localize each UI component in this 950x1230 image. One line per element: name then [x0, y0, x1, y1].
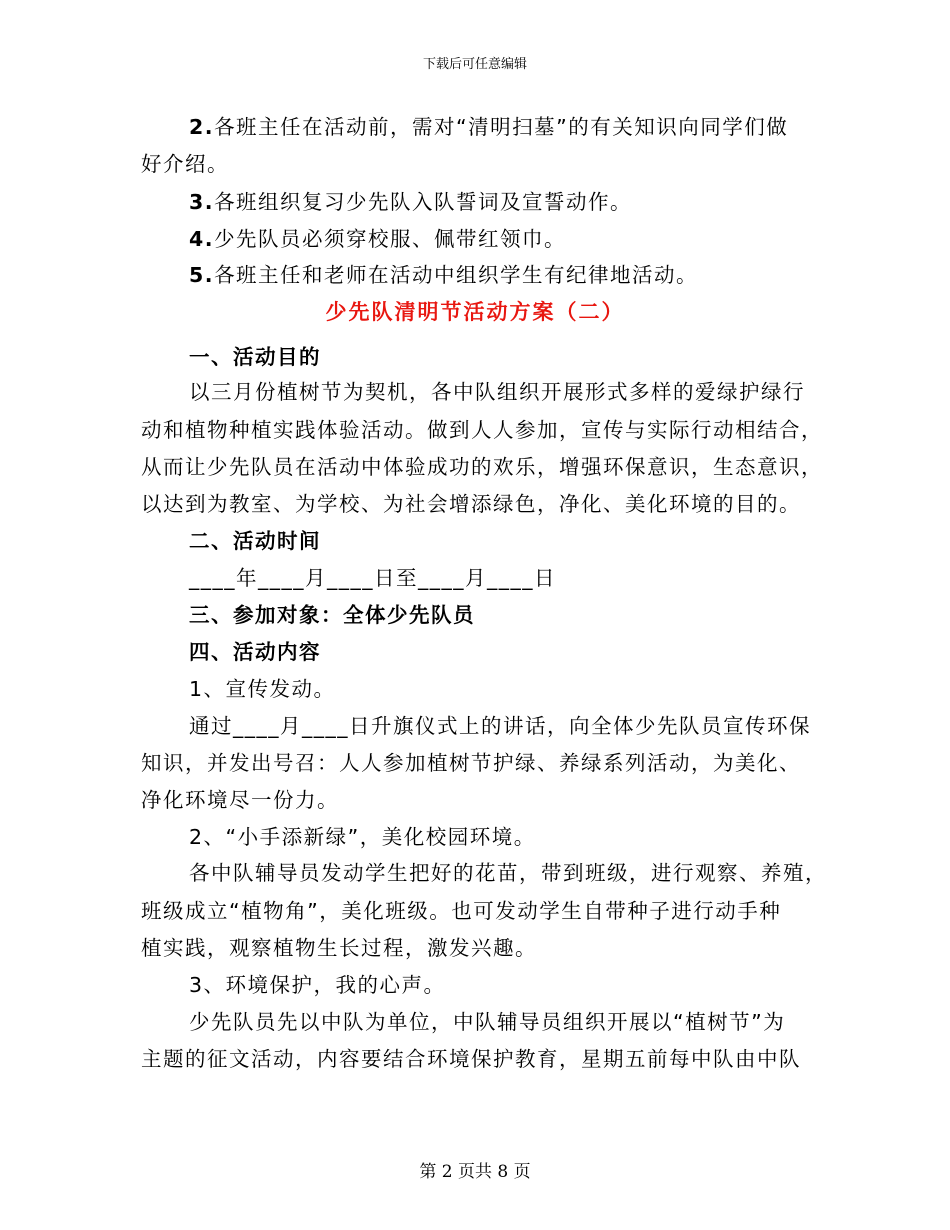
paragraph-line: 通过____月____日升旗仪式上的讲话，向全体少先队员宣传环保 [189, 714, 811, 738]
list-number: 5. [189, 263, 215, 287]
item-title: 2、“小手添新绿”，美化校园环境。 [189, 825, 536, 849]
item-title: 1、宣传发动。 [189, 677, 336, 701]
section-heading: 四、活动内容 [189, 640, 321, 664]
paragraph-line: 主题的征文活动，内容要结合环境保护教育，星期五前每中队由中队 [141, 1047, 801, 1071]
list-item [189, 261, 698, 289]
paragraph-line: 以三月份植树节为契机，各中队组织开展形式多样的爱绿护绿行 [189, 380, 805, 404]
list-item [189, 225, 566, 253]
list-number: 2. [189, 115, 215, 139]
list-item [189, 188, 632, 216]
paragraph-line: 各中队辅导员发动学生把好的花苗，带到班级，进行观察、养殖， [189, 861, 827, 885]
list-item [189, 113, 788, 141]
document-title: 少先队清明节活动方案（二） [325, 300, 625, 324]
list-number: 4. [189, 227, 215, 251]
list-item-continuation: 好介绍。 [141, 152, 229, 176]
paragraph-line: 班级成立“植物角”，美化班级。也可发动学生自带种子进行动手种 [141, 899, 782, 923]
paragraph-line: 从而让少先队员在活动中体验成功的欢乐，增强环保意识，生态意识， [141, 455, 823, 479]
page-footer: 第 2 页共 8 页 [419, 1162, 531, 1182]
section-heading: 三、参加对象：全体少先队员 [189, 603, 475, 627]
paragraph-line: 净化环境尽一份力。 [141, 788, 339, 812]
paragraph-line: 植实践，观察植物生长过程，激发兴趣。 [141, 936, 537, 960]
paragraph-line: 以达到为教室、为学校、为社会增添绿色，净化、美化环境的目的。 [141, 492, 801, 516]
list-text: 少先队员必须穿校服、佩带红领巾。 [214, 227, 567, 251]
activity-time-line: ____年____月____日至____月____日 [189, 566, 556, 590]
list-number: 3. [189, 190, 215, 214]
paragraph-line: 动和植物种植实践体验活动。做到人人参加，宣传与实际行动相结合， [141, 418, 823, 442]
list-text: 各班主任和老师在活动中组织学生有纪律地活动。 [214, 263, 699, 287]
page-header: 下载后可任意编辑 [422, 57, 527, 72]
item-title: 3、环境保护，我的心声。 [189, 973, 446, 997]
list-text: 各班主任在活动前，需对“清明扫墓”的有关知识向同学们做 [214, 115, 789, 139]
paragraph-line: 知识，并发出号召：人人参加植树节护绿、养绿系列活动，为美化、 [141, 751, 801, 775]
paragraph-line: 少先队员先以中队为单位，中队辅导员组织开展以“植树节”为 [189, 1010, 786, 1034]
section-heading: 一、活动目的 [189, 345, 321, 369]
list-text: 各班组织复习少先队入队誓词及宣誓动作。 [214, 190, 633, 214]
section-heading: 二、活动时间 [189, 529, 321, 553]
